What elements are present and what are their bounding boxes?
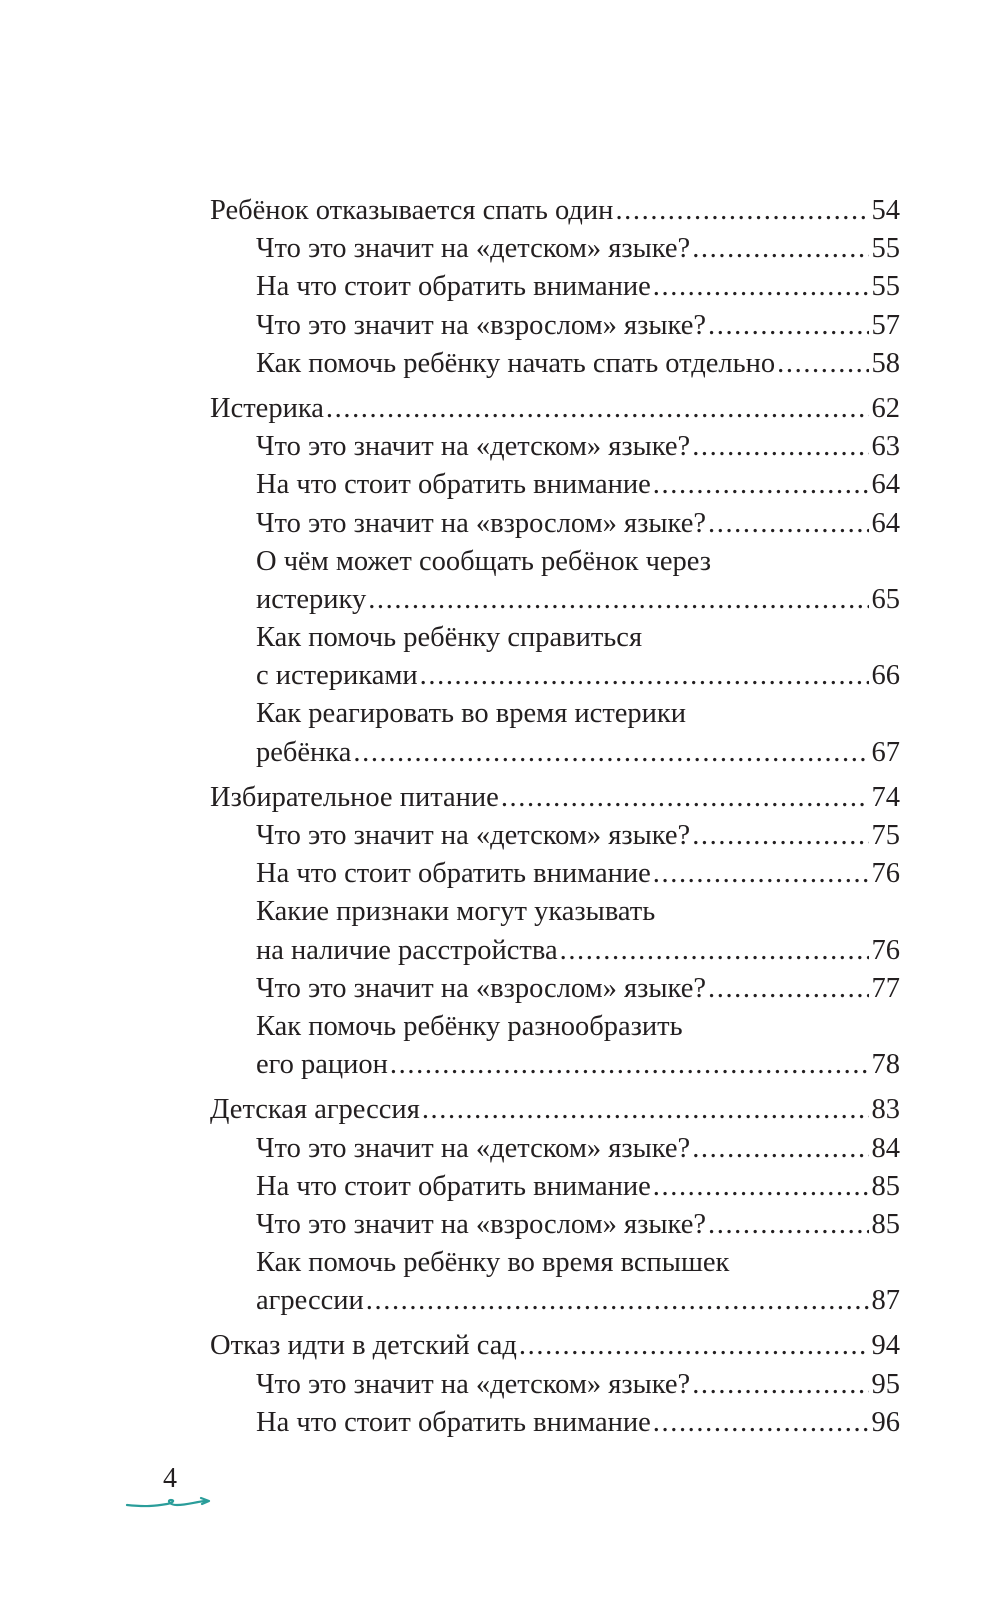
toc-subentry xyxy=(210,817,900,855)
toc-title: Как помочь ребёнку начать спать отдельно xyxy=(256,347,776,379)
dot-leader xyxy=(692,817,868,855)
toc-line xyxy=(210,893,900,931)
toc-title: Как помочь ребёнку во время вспышек xyxy=(256,1247,730,1279)
toc-line xyxy=(210,192,900,230)
toc-title: Что это значит на «детском» языке? xyxy=(256,820,691,851)
toc-line xyxy=(210,1366,900,1404)
toc-line xyxy=(210,1008,900,1046)
toc-line xyxy=(210,581,900,619)
dot-leader xyxy=(615,192,868,230)
toc-line xyxy=(210,505,900,543)
toc-subentry xyxy=(210,855,900,893)
toc-line xyxy=(210,932,900,970)
toc-line xyxy=(210,345,900,383)
toc-line xyxy=(210,1206,900,1244)
toc-page-number: 74 xyxy=(871,781,900,813)
toc-page-number: 76 xyxy=(871,858,900,890)
toc-title: Как реагировать во время истерики xyxy=(256,698,687,730)
dot-leader xyxy=(326,390,869,428)
toc-title: Детская агрессия xyxy=(210,1094,420,1126)
toc-title: Как помочь ребёнку разнообразить xyxy=(256,1010,683,1042)
toc-subentry xyxy=(210,1366,900,1404)
toc-page-number: 96 xyxy=(871,1406,900,1438)
toc-page-number: 75 xyxy=(871,820,900,851)
toc-subentry xyxy=(210,543,900,619)
toc-line xyxy=(210,1244,900,1282)
toc-subentry xyxy=(210,970,900,1008)
toc-line xyxy=(210,817,900,855)
toc-page-number: 95 xyxy=(871,1368,900,1400)
page-number: 4 xyxy=(163,1463,177,1494)
toc-subentry xyxy=(210,1206,900,1244)
toc-title: Что это значит на «взрослом» языке? xyxy=(256,507,706,539)
toc-subentry xyxy=(210,268,900,306)
toc-line xyxy=(210,657,900,695)
toc-page-number: 54 xyxy=(871,195,900,226)
toc-title: На что стоит обратить внимание xyxy=(256,469,651,501)
toc-line xyxy=(210,466,900,504)
toc-line xyxy=(210,543,900,581)
toc-title: Какие признаки могут указывать xyxy=(256,896,656,928)
dot-leader xyxy=(692,1366,868,1404)
toc-line xyxy=(210,390,900,428)
toc-page-number: 65 xyxy=(871,583,900,615)
toc-line xyxy=(210,619,900,657)
dot-leader xyxy=(708,970,869,1008)
toc-line xyxy=(210,307,900,345)
toc-line xyxy=(210,855,900,893)
toc-title: ребёнка xyxy=(256,736,352,768)
toc-subentry xyxy=(210,893,900,969)
toc-title: Что это значит на «взрослом» языке? xyxy=(256,309,706,341)
toc-subentry xyxy=(210,428,900,466)
toc-line xyxy=(210,1130,900,1168)
toc-page-number: 57 xyxy=(871,309,900,341)
dot-leader xyxy=(708,1206,869,1244)
toc-page-number: 87 xyxy=(871,1285,900,1317)
toc-line xyxy=(210,1327,900,1365)
toc-line xyxy=(210,230,900,268)
dot-leader xyxy=(708,307,869,345)
toc-line xyxy=(210,1168,900,1206)
toc-line xyxy=(210,1282,900,1320)
dot-leader xyxy=(501,779,869,817)
dot-leader xyxy=(366,1282,869,1320)
dot-leader xyxy=(653,855,869,893)
toc-chapter-entry xyxy=(210,390,900,428)
toc-title: Что это значит на «взрослом» языке? xyxy=(256,1208,706,1240)
toc-title: На что стоит обратить внимание xyxy=(256,858,651,890)
toc-title: Что это значит на «детском» языке? xyxy=(256,1132,691,1164)
toc-title: На что стоит обратить внимание xyxy=(256,1170,651,1202)
toc-title: истерику xyxy=(256,583,367,615)
toc-page-number: 94 xyxy=(871,1330,900,1362)
toc-page-number: 58 xyxy=(871,347,900,379)
toc-chapter-entry xyxy=(210,1091,900,1129)
toc-chapter-entry xyxy=(210,1327,900,1365)
toc-page-number: 76 xyxy=(871,934,900,966)
toc-title: с истериками xyxy=(256,660,418,692)
toc-subentry xyxy=(210,1168,900,1206)
toc-title: Что это значит на «детском» языке? xyxy=(256,431,691,463)
dot-leader xyxy=(653,466,869,504)
dot-leader xyxy=(353,734,868,772)
toc-title: Что это значит на «детском» языке? xyxy=(256,1368,691,1400)
toc-page-number: 64 xyxy=(871,469,900,501)
toc-title: Ребёнок отказывается спать один xyxy=(210,195,614,226)
dot-leader xyxy=(653,268,869,306)
toc-title: Избирательное питание xyxy=(210,781,499,813)
toc-page-number: 85 xyxy=(871,1170,900,1202)
toc-page-number: 83 xyxy=(871,1094,900,1126)
toc-title: На что стоит обратить внимание xyxy=(256,1406,651,1438)
toc-chapter-entry xyxy=(210,192,900,230)
dot-leader xyxy=(692,428,868,466)
toc-page-number: 64 xyxy=(871,507,900,539)
toc-title: на наличие расстройства xyxy=(256,934,558,966)
dot-leader xyxy=(519,1327,869,1365)
dot-leader xyxy=(560,932,869,970)
toc-page-number: 85 xyxy=(871,1208,900,1240)
toc-line xyxy=(210,734,900,772)
toc-page-number: 62 xyxy=(871,392,900,424)
toc-title: Что это значит на «детском» языке? xyxy=(256,233,691,265)
dot-leader xyxy=(422,1091,869,1129)
toc-line xyxy=(210,428,900,466)
dot-leader xyxy=(692,1130,868,1168)
toc-page-number: 66 xyxy=(871,660,900,692)
toc-title: Истерика xyxy=(210,392,324,424)
toc-line xyxy=(210,268,900,306)
toc-page-number: 84 xyxy=(871,1132,900,1164)
toc-subentry xyxy=(210,1008,900,1084)
toc-page-number: 55 xyxy=(871,233,900,265)
toc-page-number: 63 xyxy=(871,431,900,463)
toc-title: Отказ идти в детский сад xyxy=(210,1330,517,1362)
toc-line xyxy=(210,695,900,733)
table-of-contents xyxy=(210,192,900,1442)
dot-leader xyxy=(653,1168,869,1206)
toc-subentry xyxy=(210,466,900,504)
toc-title: О чём может сообщать ребёнок через xyxy=(256,545,712,577)
toc-subentry xyxy=(210,307,900,345)
toc-page-number: 67 xyxy=(871,736,900,768)
toc-line xyxy=(210,970,900,1008)
toc-subentry xyxy=(210,1244,900,1320)
toc-title: Как помочь ребёнку справиться xyxy=(256,622,643,654)
toc-line xyxy=(210,1404,900,1442)
toc-page-number: 55 xyxy=(871,271,900,303)
toc-title: агрессии xyxy=(256,1285,364,1317)
dot-leader xyxy=(708,505,869,543)
toc-subentry xyxy=(210,345,900,383)
dot-leader xyxy=(692,230,868,268)
toc-chapter-entry xyxy=(210,779,900,817)
dot-leader xyxy=(420,657,869,695)
dot-leader xyxy=(777,345,868,383)
toc-line xyxy=(210,1046,900,1084)
toc-subentry xyxy=(210,1130,900,1168)
dot-leader xyxy=(368,581,868,619)
toc-subentry xyxy=(210,230,900,268)
toc-line xyxy=(210,1091,900,1129)
toc-page-number: 78 xyxy=(871,1049,900,1081)
dot-leader xyxy=(390,1046,869,1084)
toc-subentry xyxy=(210,619,900,695)
toc-subentry xyxy=(210,1404,900,1442)
toc-page-number: 77 xyxy=(871,972,900,1004)
dot-leader xyxy=(653,1404,869,1442)
page-footer xyxy=(125,1463,215,1513)
toc-title: На что стоит обратить внимание xyxy=(256,271,651,303)
toc-line xyxy=(210,779,900,817)
toc-title: Что это значит на «взрослом» языке? xyxy=(256,972,706,1004)
toc-subentry xyxy=(210,505,900,543)
toc-title: его рацион xyxy=(256,1049,388,1081)
toc-subentry xyxy=(210,695,900,771)
swash-ornament-icon xyxy=(125,1493,215,1511)
